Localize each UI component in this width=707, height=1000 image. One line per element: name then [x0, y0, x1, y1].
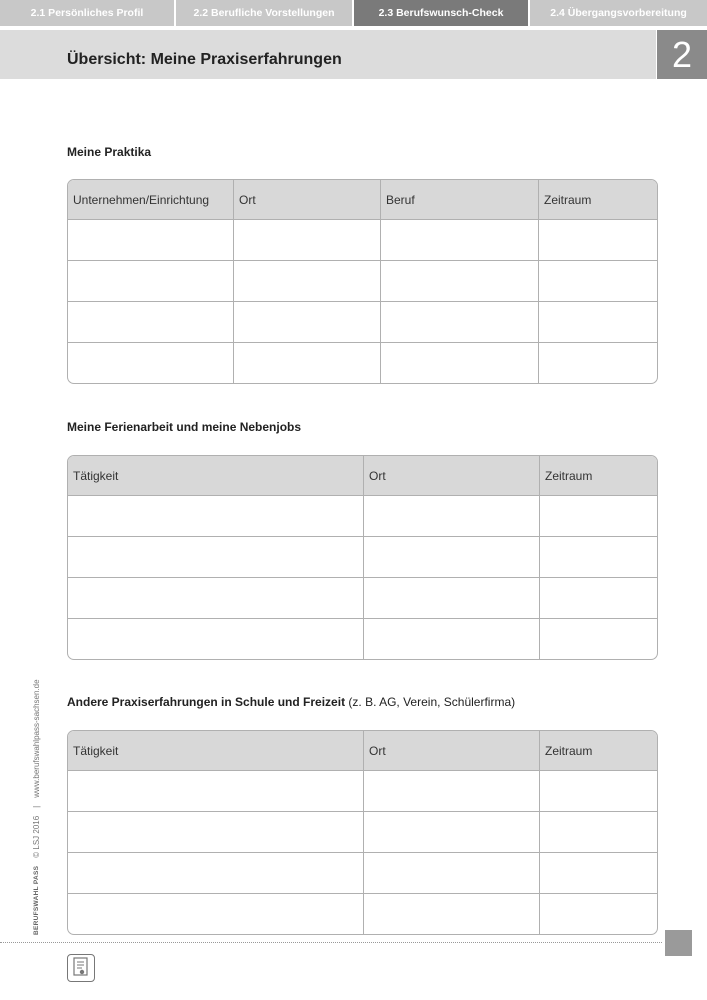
table-cell[interactable] [539, 893, 657, 934]
section-heading-text: Andere Praxiserfahrungen in Schule und Freizeit [67, 695, 346, 709]
table-cell[interactable] [363, 618, 539, 659]
column-header-zeitraum: Zeitraum [539, 456, 657, 495]
table-cell[interactable] [539, 536, 657, 577]
table-cell[interactable] [538, 301, 657, 342]
table-row [68, 342, 657, 383]
website-link[interactable]: www.berufswahlpass-sachsen.de [32, 679, 41, 798]
table-row [68, 811, 657, 852]
table-cell[interactable] [68, 852, 363, 893]
column-header-ort: Ort [363, 731, 539, 770]
separator: | [32, 805, 41, 808]
table-cell[interactable] [68, 893, 363, 934]
table-cell[interactable] [380, 342, 538, 383]
page-title: Übersicht: Meine Praxiserfahrungen [67, 51, 342, 68]
table-cell[interactable] [539, 852, 657, 893]
column-header-ort: Ort [233, 180, 380, 219]
table-andere-praxiserfahrungen [67, 730, 658, 935]
table-row [68, 577, 657, 618]
table-cell[interactable] [363, 536, 539, 577]
section-heading-andere [67, 695, 515, 709]
table-row [68, 219, 657, 260]
table-cell[interactable] [68, 577, 363, 618]
table-cell[interactable] [538, 342, 657, 383]
table-cell[interactable] [233, 301, 380, 342]
table-cell[interactable] [68, 342, 233, 383]
table-cell[interactable] [68, 219, 233, 260]
table-row [68, 301, 657, 342]
footer-divider [0, 942, 662, 943]
tab-berufswunsch-check[interactable]: 2.3 Berufswunsch-Check [354, 0, 530, 26]
column-header-zeitraum: Zeitraum [538, 180, 657, 219]
table-cell[interactable] [539, 577, 657, 618]
section-heading-praktika [67, 145, 151, 159]
table-cell[interactable] [363, 893, 539, 934]
table-cell[interactable] [363, 811, 539, 852]
copyright-text: © LSJ 2016 [32, 815, 41, 858]
column-header-zeitraum: Zeitraum [539, 731, 657, 770]
section-heading-ferienarbeit [67, 420, 301, 434]
sidebar-credits [32, 679, 41, 935]
table-cell[interactable] [380, 260, 538, 301]
table-cell[interactable] [68, 770, 363, 811]
section-heading-text: Meine Ferienarbeit und meine Nebenjobs [67, 420, 302, 434]
table-cell[interactable] [233, 219, 380, 260]
table-row [68, 852, 657, 893]
table-cell[interactable] [68, 495, 363, 536]
column-header-beruf: Beruf [380, 180, 538, 219]
table-cell[interactable] [539, 618, 657, 659]
table-cell[interactable] [380, 301, 538, 342]
tab-persoenliches-profil[interactable]: 2.1 Persönliches Profil [0, 0, 176, 26]
tab-uebergangsvorbereitung[interactable]: 2.4 Übergangsvorbereitung [530, 0, 707, 26]
table-cell[interactable] [68, 536, 363, 577]
table-ferienarbeit [67, 455, 658, 660]
section-heading-note: (z. B. AG, Verein, Schülerfirma) [348, 695, 516, 709]
table-row [68, 536, 657, 577]
brand-logo: BERUFSWAHL PASS [33, 865, 40, 935]
table-cell[interactable] [539, 495, 657, 536]
column-header-taetigkeit: Tätigkeit [68, 456, 363, 495]
table-cell[interactable] [363, 495, 539, 536]
tab-berufliche-vorstellungen[interactable]: 2.2 Berufliche Vorstellungen [176, 0, 354, 26]
table-cell[interactable] [363, 770, 539, 811]
table-cell[interactable] [68, 301, 233, 342]
table-row [68, 495, 657, 536]
table-cell[interactable] [538, 260, 657, 301]
table-praktika [67, 179, 658, 384]
column-header-taetigkeit: Tätigkeit [68, 731, 363, 770]
tab-bar [0, 0, 707, 26]
table-cell[interactable] [233, 260, 380, 301]
table-cell[interactable] [363, 577, 539, 618]
column-header-unternehmen: Unternehmen/Einrichtung [68, 180, 233, 219]
table-cell[interactable] [363, 852, 539, 893]
table-cell[interactable] [68, 260, 233, 301]
table-row [68, 770, 657, 811]
table-cell[interactable] [68, 618, 363, 659]
table-cell[interactable] [233, 342, 380, 383]
table-cell[interactable] [380, 219, 538, 260]
table-cell[interactable] [539, 770, 657, 811]
table-row [68, 260, 657, 301]
page-marker [665, 930, 692, 956]
table-cell[interactable] [68, 811, 363, 852]
table-cell[interactable] [539, 811, 657, 852]
table-cell[interactable] [538, 219, 657, 260]
table-row [68, 618, 657, 659]
table-row [68, 893, 657, 934]
chapter-number: 2 [657, 30, 707, 79]
section-heading-text: Meine Praktika [67, 145, 152, 159]
document-certificate-icon [67, 954, 95, 982]
page-header [0, 30, 656, 79]
column-header-ort: Ort [363, 456, 539, 495]
